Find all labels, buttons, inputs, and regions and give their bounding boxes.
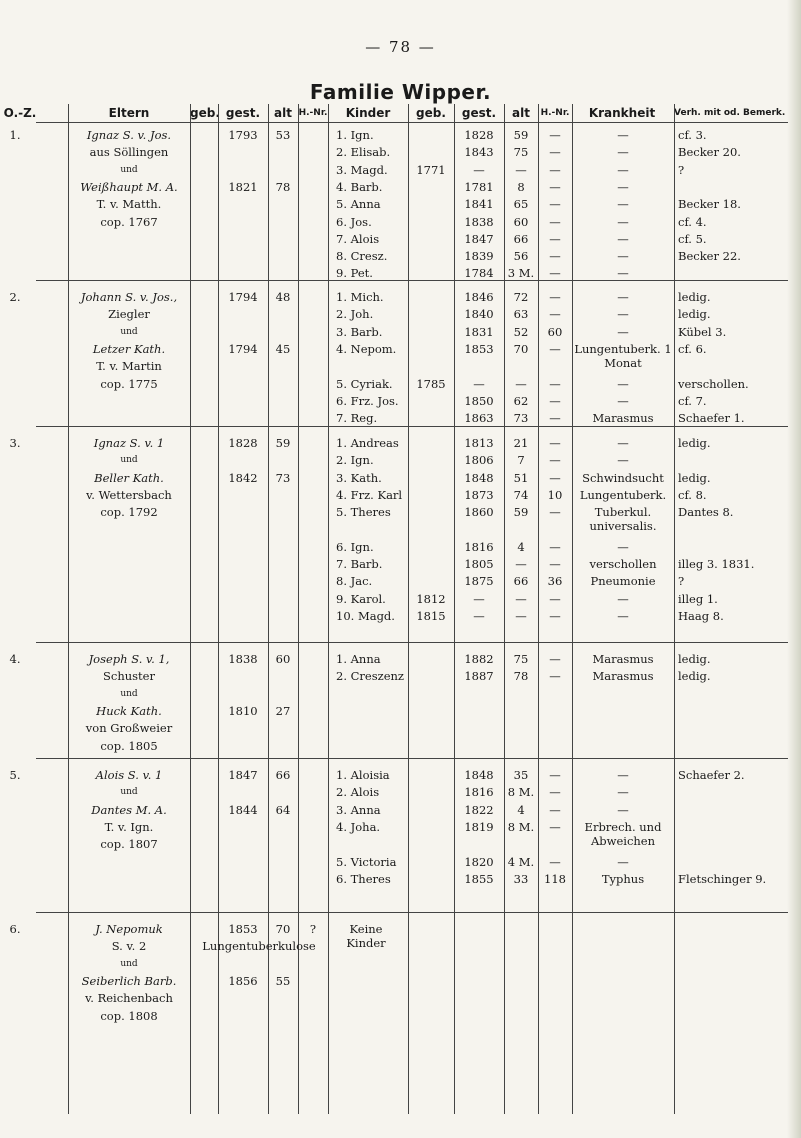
child-name: 1. Aloisia [336,768,390,782]
child-death-year: 1841 [464,197,494,212]
child-disease: — [617,307,629,322]
child-death-year: 1822 [464,802,494,817]
child-death-year: 1816 [464,785,494,800]
child-house-number: — [549,591,561,606]
child-name: 2. Creszenz [336,669,404,684]
child-age: 4 [517,802,525,817]
child-age: 33 [513,871,529,886]
parent-death-year: 1847 [228,768,258,782]
parent-line: und [120,455,138,466]
parent-line: Johann S. v. Jos., [80,290,178,304]
child-disease: — [617,376,629,391]
child-disease: Marasmus [592,411,654,426]
child-death-year: 1813 [464,436,494,450]
child-death-year: 1873 [464,487,494,502]
parent-line: Seiberlich Barb. [81,973,177,988]
child-age: 66 [513,231,529,246]
parent-age: 59 [275,436,291,450]
child-disease: — [617,591,629,606]
child-house-number: — [549,341,561,356]
child-age: 8 M. [507,819,535,834]
child-disease: — [617,436,629,450]
child-death-year: 1820 [464,854,494,869]
child-house-number: — [549,162,561,177]
child-disease: Typhus [601,871,645,886]
no-children-note: Keine Kinder [346,922,386,950]
child-disease: Lungentuberk. [579,487,667,502]
parent-death-year: 1853 [228,922,258,936]
column-divider [268,104,269,1114]
child-death-year: 1816 [464,539,494,554]
child-age: 8 M. [507,785,535,800]
child-name: 2. Elisab. [336,145,391,160]
parent-line: T. v. Ign. [104,819,154,834]
parent-line: und [120,164,138,175]
child-disease: — [617,453,629,468]
child-age: — [515,376,527,391]
child-death-year: — [473,609,485,623]
child-death-year: 1875 [464,574,494,589]
parent-death-year: 1821 [228,179,258,194]
child-age: 78 [513,669,529,684]
header-hnr: H.-Nr. [298,108,328,118]
child-disease: — [617,179,629,194]
child-age: 72 [513,290,529,304]
family-number: 1. [9,128,21,142]
child-house-number: — [549,539,561,554]
child-age: 66 [513,574,529,589]
child-house-number: — [549,436,561,450]
child-death-year: 1855 [464,871,494,886]
child-disease: Pneumonie [590,574,656,589]
child-age: 73 [513,411,529,426]
child-house-number: — [549,854,561,869]
child-name: 1. Andreas [336,436,399,450]
child-remark: illeg 1. [678,591,718,606]
child-death-year: 1846 [464,290,494,304]
child-birth-year: 1812 [416,591,446,606]
child-house-number: — [549,307,561,322]
child-disease: — [617,609,629,623]
child-name: 6. Frz. Jos. [336,393,399,408]
parent-age: 73 [275,470,291,485]
child-house-number: — [549,669,561,684]
child-remark: verschollen. [678,376,749,391]
family-separator [36,758,788,759]
header-kinder-geb: geb. [416,106,446,120]
parent-death-year: 1794 [228,341,258,356]
child-remark: ? [678,574,685,589]
parent-line: aus Söllingen [89,145,169,160]
family-number: 6. [9,922,21,936]
child-name: 4. Nepom. [336,341,397,356]
parent-line: S. v. 2 [111,939,147,954]
header-krankheit: Krankheit [588,106,656,120]
header-kinder-gest: gest. [461,106,497,120]
child-death-year: 1784 [464,266,494,281]
child-age: — [515,609,527,623]
child-age: — [515,162,527,177]
child-name: 2. Joh. [336,307,374,322]
header-eltern: Eltern [108,106,150,120]
child-name: 8. Jac. [336,574,373,589]
child-name: 3. Barb. [336,324,383,339]
parent-age: 64 [275,802,291,817]
child-disease: — [617,539,629,554]
child-remark: ledig. [678,652,711,666]
header-rule [36,122,788,123]
child-house-number: — [549,802,561,817]
child-death-year: 1863 [464,411,494,426]
child-death-year: 1819 [464,819,494,834]
child-name: 3. Anna [336,802,381,817]
parent-line: cop. 1807 [100,837,158,852]
child-disease: — [617,785,629,800]
child-remark: cf. 4. [678,214,707,229]
child-name: 4. Joha. [336,819,381,834]
child-death-year: — [473,591,485,606]
child-house-number: — [549,197,561,212]
child-house-number: — [549,290,561,304]
child-name: 1. Ign. [336,128,374,142]
child-age: 4 [517,539,525,554]
header-alt: alt [274,106,292,120]
child-house-number: 10 [547,487,563,502]
child-death-year: 1847 [464,231,494,246]
child-disease: — [617,231,629,246]
child-remark: illeg 3. 1831. [678,557,755,572]
parent-line: cop. 1808 [100,1008,158,1023]
child-age: 4 M. [507,854,535,869]
child-name: 3. Magd. [336,162,388,177]
child-house-number: 60 [547,324,563,339]
child-name: 9. Karol. [336,591,386,606]
child-name: 9. Pet. [336,266,373,281]
parent-line: Letzer Kath. [92,341,166,356]
child-disease: Marasmus [592,652,654,666]
child-death-year: 1840 [464,307,494,322]
parent-line: Dantes M. A. [91,802,167,817]
header-oz: O.-Z. [3,106,37,120]
family-title: Familie Wipper. [309,80,492,104]
child-death-year: 1831 [464,324,494,339]
child-remark: cf. 3. [678,128,707,142]
column-divider [298,104,299,1114]
child-death-year: — [473,162,485,177]
parent-age: 27 [275,703,291,718]
parent-house-number: ? [309,922,317,936]
family-separator [36,426,788,427]
child-remark: ledig. [678,669,711,684]
child-death-year: 1848 [464,768,494,782]
child-age: 75 [513,652,529,666]
parent-age: 66 [275,768,291,782]
child-age: 60 [513,214,529,229]
child-name: 6. Ign. [336,539,374,554]
child-age: 7 [517,453,525,468]
child-death-year: 1843 [464,145,494,160]
parent-line: v. Reichenbach [85,991,173,1006]
child-death-year: 1848 [464,470,494,485]
child-death-year: 1860 [464,505,494,520]
child-age: 51 [513,470,529,485]
child-remark: ledig. [678,290,711,304]
child-name: 4. Barb. [336,179,383,194]
family-separator [36,280,788,281]
parent-line: v. Wettersbach [86,487,172,502]
parent-line: J. Nepomuk [95,922,163,936]
parent-line: und [120,787,138,798]
child-age: — [515,591,527,606]
child-age: 75 [513,145,529,160]
child-house-number: — [549,470,561,485]
child-disease: — [617,854,629,869]
child-name: 5. Cyriak. [336,376,393,391]
child-death-year: 1806 [464,453,494,468]
child-disease: Tuberkul. universalis. [589,505,657,534]
child-age: 56 [513,249,529,264]
parent-line: Ignaz S. v. 1 [93,436,165,450]
parent-line: Joseph S. v. 1, [88,652,170,666]
child-remark: cf. 8. [678,487,707,502]
family-number: 2. [9,290,21,304]
child-house-number: — [549,768,561,782]
parent-line: cop. 1792 [100,505,158,520]
child-disease: — [617,249,629,264]
child-disease: Schwindsucht [582,470,664,485]
child-death-year: — [473,376,485,391]
parent-age: 78 [275,179,291,194]
parent-line: Beller Kath. [94,470,164,485]
parent-line: und [120,958,138,969]
child-death-year: 1781 [464,179,494,194]
child-death-year: 1828 [464,128,494,142]
child-remark: cf. 7. [678,393,707,408]
column-divider [218,104,219,1114]
child-disease: — [617,197,629,212]
child-name: 7. Reg. [336,411,378,426]
child-remark: Becker 20. [678,145,741,160]
family-number: 3. [9,436,21,450]
child-remark: Schaefer 1. [678,411,745,426]
child-house-number: — [549,214,561,229]
child-remark: Becker 22. [678,249,741,264]
child-name: 6. Jos. [336,214,372,229]
child-age: 35 [513,768,529,782]
parent-line: Ziegler [108,307,150,322]
child-remark: ledig. [678,470,711,485]
header-bemerkung: Verh. mit od. Bemerk. [674,108,786,118]
child-name: 5. Anna [336,197,381,212]
child-house-number: — [549,393,561,408]
parent-line: Huck Kath. [96,703,162,718]
child-disease: Marasmus [592,669,654,684]
child-house-number: — [549,179,561,194]
parent-line: T. v. Matth. [96,197,162,212]
child-remark: Kübel 3. [678,324,727,339]
child-age: 8 [517,179,525,194]
child-disease: — [617,162,629,177]
child-age: 3 M. [507,266,535,281]
child-death-year: 1838 [464,214,494,229]
child-house-number: — [549,145,561,160]
header-kinder: Kinder [345,106,391,120]
child-disease: Erbrech. und Abweichen [584,819,662,848]
child-name: 1. Mich. [336,290,384,304]
page-edge-shadow [787,0,801,1138]
child-age: 59 [513,128,529,142]
child-house-number: — [549,376,561,391]
child-disease: — [617,266,629,281]
parent-line: cop. 1775 [100,376,158,391]
parent-death-year: 1838 [228,652,258,666]
child-remark: cf. 6. [678,341,707,356]
child-name: 5. Victoria [336,854,397,869]
parent-line: cop. 1767 [100,214,158,229]
parent-death-year: 1794 [228,290,258,304]
parent-line: T. v. Martin [96,359,162,374]
family-number: 5. [9,768,21,782]
parent-death-year: 1856 [228,973,258,988]
child-birth-year: 1815 [416,609,446,623]
child-disease: — [617,393,629,408]
parent-age: 45 [275,341,291,356]
parent-death-year: 1810 [228,703,258,718]
child-age: — [515,557,527,572]
column-divider [190,104,191,1114]
parent-line: Ignaz S. v. Jos. [86,128,172,142]
header-kinder-hnr: H.-Nr. [540,108,570,118]
child-name: 2. Alois [336,785,380,800]
child-house-number: — [549,819,561,834]
family-number: 4. [9,652,21,666]
child-house-number: — [549,557,561,572]
child-disease: — [617,214,629,229]
child-disease: — [617,290,629,304]
child-name: 4. Frz. Karl [336,487,403,502]
child-remark: Dantes 8. [678,505,734,520]
child-house-number: — [549,231,561,246]
page-number: — 78 — [365,38,436,56]
parent-line: und [120,326,138,337]
parent-age: 60 [275,652,291,666]
header-geb: geb. [190,106,220,120]
child-remark: ledig. [678,307,711,322]
child-disease: verschollen [589,557,657,572]
child-remark: Fletschinger 9. [678,871,767,886]
header-kinder-alt: alt [512,106,530,120]
child-name: 1. Anna [336,652,381,666]
parent-line: Alois S. v. 1 [95,768,163,782]
child-disease: — [617,768,629,782]
child-age: 59 [513,505,529,520]
child-name: 5. Theres [336,505,391,520]
child-house-number: 118 [544,871,566,886]
child-name: 10. Magd. [336,609,395,623]
child-disease: — [617,145,629,160]
child-house-number: — [549,785,561,800]
parent-age: 70 [275,922,291,936]
child-name: 8. Cresz. [336,249,388,264]
child-birth-year: 1785 [416,376,446,391]
header-gest: gest. [225,106,261,120]
child-remark: Haag 8. [678,609,724,623]
child-disease: — [617,802,629,817]
child-house-number: — [549,505,561,520]
parent-cause-of-death: Lungentuberkulose [202,939,316,954]
child-disease: Lungentuberk. 1 Monat [574,341,672,370]
child-house-number: — [549,652,561,666]
family-separator [36,642,788,643]
child-house-number: — [549,266,561,281]
parent-age: 53 [275,128,291,142]
parent-line: von Großweier [85,721,173,736]
child-name: 2. Ign. [336,453,374,468]
child-house-number: — [549,128,561,142]
genealogy-table [3,104,788,1114]
child-remark: Schaefer 2. [678,768,745,782]
child-death-year: 1805 [464,557,494,572]
child-remark: Becker 18. [678,197,741,212]
child-name: 3. Kath. [336,470,382,485]
child-remark: ledig. [678,436,711,450]
parent-death-year: 1828 [228,436,258,450]
child-age: 70 [513,341,529,356]
parent-age: 55 [275,973,291,988]
parent-age: 48 [275,290,291,304]
child-name: 6. Theres [336,871,391,886]
child-death-year: 1853 [464,341,494,356]
child-disease: — [617,324,629,339]
child-age: 62 [513,393,529,408]
child-disease: — [617,128,629,142]
child-house-number: — [549,453,561,468]
child-death-year: 1882 [464,652,494,666]
column-divider [328,104,329,1114]
child-death-year: 1887 [464,669,494,684]
child-remark: cf. 5. [678,231,707,246]
child-age: 74 [513,487,529,502]
child-name: 7. Alois [336,231,380,246]
child-age: 52 [513,324,529,339]
child-age: 65 [513,197,529,212]
child-death-year: 1850 [464,393,494,408]
child-age: 21 [513,436,529,450]
child-name: 7. Barb. [336,557,383,572]
child-birth-year: 1771 [416,162,446,177]
child-house-number: — [549,411,561,426]
child-house-number: — [549,249,561,264]
parent-line: cop. 1805 [100,738,158,753]
parent-line: Weißhaupt M. A. [80,179,178,194]
parent-death-year: 1842 [228,470,258,485]
child-age: 63 [513,307,529,322]
parent-death-year: 1844 [228,802,258,817]
column-divider [674,104,675,1114]
child-remark: ? [678,162,685,177]
child-house-number: — [549,609,561,623]
child-house-number: 36 [547,574,563,589]
parent-line: Schuster [103,669,155,684]
parent-line: und [120,688,138,699]
family-separator [36,912,788,913]
child-death-year: 1839 [464,249,494,264]
parent-death-year: 1793 [228,128,258,142]
